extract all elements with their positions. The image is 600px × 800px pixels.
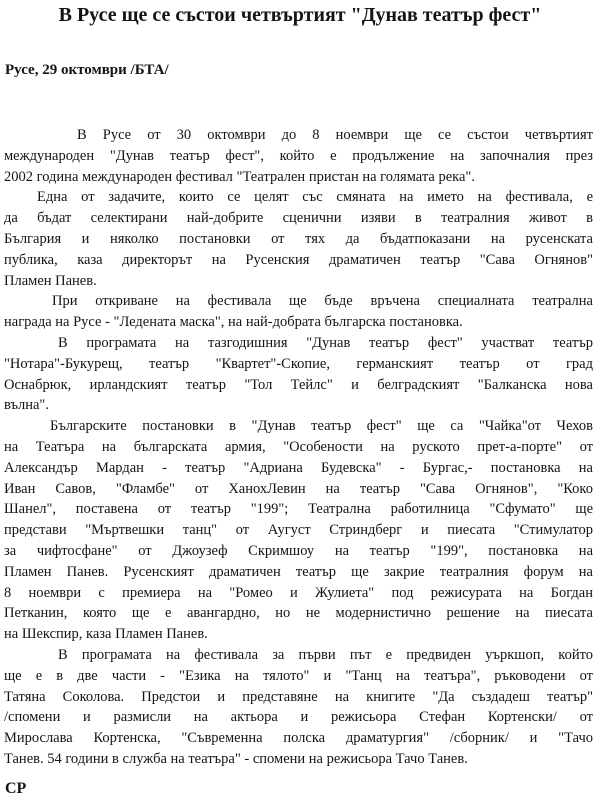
text-line: на Театъра на българската армия, "Особености на руското прет-а-порте" от: [4, 438, 593, 455]
text-line: /спомени и размисли на актьора и режисьора Стефан Кортенски/ от: [4, 709, 593, 726]
text-line: Пламен Панев.: [4, 272, 97, 289]
paragraph: [4, 125, 593, 187]
text-line: Иван Савов, "Фламбе" от ХанохЛевин на театър "Сава Огнянов", "Коко: [4, 480, 593, 497]
text-line: Мирослава Кортенска, "Съвременна полска драматургия" /сборник/ и "Тачо: [4, 730, 593, 747]
text-line: В програмата на фестивала за първи път е предвиден уъркшоп, който: [58, 646, 593, 663]
article-body: [4, 125, 593, 770]
paragraph: [4, 291, 593, 333]
text-line: Шанел", поставена от театър "199"; Театрална работилница "Сфумато" ще: [4, 501, 593, 518]
paragraph: [4, 416, 593, 645]
paragraph: [4, 187, 593, 291]
text-line: Александър Мардан - театър "Адриана Будевска" - Бургас,- постановка на: [4, 459, 593, 476]
text-line: В Русе от 30 октомври до 8 ноември ще се състои четвъртият: [77, 127, 593, 143]
text-line: България и няколко постановки от тях да бъдатпоказани на русенската: [4, 230, 593, 247]
text-line: Българските постановки в "Дунав театър фест" ще са "Чайка"от Чехов: [50, 418, 593, 435]
text-line: да бъдат селектирани най-добрите сценични изяви в театралния живот в: [4, 210, 593, 227]
text-line: международен "Дунав театър фест", който е продължение на започналия през: [4, 147, 593, 164]
text-line: Пламен Панев. Русенският драматичен театър ще закрие театралния форум на: [4, 563, 593, 580]
text-line: Оснабрюк, ирландският театър "Тол Тейлс" и белградският "Балканска нова: [4, 376, 593, 393]
dateline: Русе, 29 октомври /БТА/: [5, 62, 169, 78]
page-title: В Русе ще се състои четвъртият "Дунав театър фест": [58, 4, 542, 26]
text-line: за чифтосфане" от Джоузеф Скримшоу на театър "199", постановка на: [4, 542, 593, 559]
text-line: публика, каза директорът на Русенския драматичен театър "Сава Огнянов": [4, 251, 593, 268]
text-line: 8 ноември с премиера на "Ромео и Жулиета" под режисурата на Богдан: [4, 584, 593, 601]
text-line: вълна".: [4, 397, 49, 414]
text-line: награда на Русе - "Ледената маска", на най-добрата българска постановка.: [4, 314, 463, 331]
text-line: 2002 година международен фестивал "Театрален пристан на голямата река".: [4, 168, 475, 185]
text-line: представи "Мъртвешки танц" от Аугуст Стриндберг и пиесата "Стимулатор: [4, 522, 593, 539]
text-line: Една от задачите, които се целят със смяната на името на фестивала, е: [37, 189, 593, 206]
text-line: "Нотара"-Букурещ, театър "Квартет"-Скопие, германският театър от град: [4, 355, 593, 372]
text-line: на Шекспир, каза Пламен Панев.: [4, 626, 208, 643]
text-line: В програмата на тазгодишния "Дунав театър фест" участват театър: [58, 334, 593, 351]
text-line: При откриване на фестивала ще бъде връчена специалната театрална: [52, 293, 593, 310]
text-line: Танев. 54 години в служба на театъра" - спомени на режисьора Тачо Танев.: [4, 750, 468, 767]
paragraph: [4, 333, 593, 416]
text-line: Татяна Соколова. Предстои и представяне на книгите "Да създадеш театър": [4, 688, 593, 705]
text-line: Петканин, която ще е авангардно, но не модернистично решение на пиесата: [4, 605, 593, 622]
text-line: ще е в две части - "Езика на тялото" и "Танц на театъра", ръководени от: [4, 667, 593, 684]
paragraph: [4, 645, 593, 770]
author-initials: СР: [5, 780, 27, 797]
